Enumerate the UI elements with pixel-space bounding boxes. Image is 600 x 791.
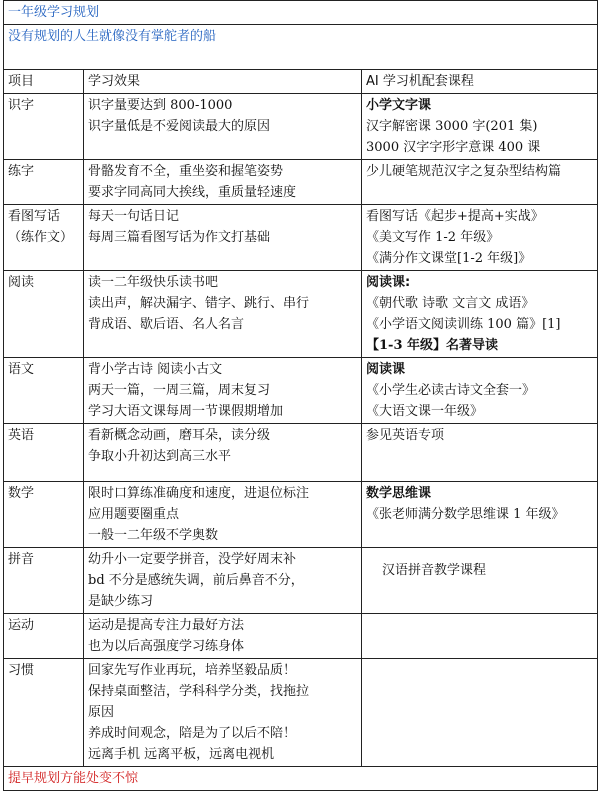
title-row [4, 1, 598, 25]
effect-line: 每天一句话日记 [88, 209, 180, 224]
effect-line: 远离手机 远离平板，远离电视机 [88, 747, 275, 762]
effect-cell [84, 271, 362, 358]
effect-line: 一般一二年级不学奥数 [88, 528, 219, 543]
course-cell [362, 94, 598, 160]
effect-line: 也为以后高强度学习练身体 [88, 639, 245, 654]
table-row [4, 614, 598, 659]
table-row [4, 424, 598, 482]
footer-row [4, 767, 598, 791]
course-line: 《小学语文阅读训练 100 篇》[1] [366, 317, 561, 332]
course-line: 《美文写作 1-2 年级》 [366, 230, 500, 245]
effect-line: 识字量要达到 800-1000 [88, 98, 233, 113]
effect-cell [84, 659, 362, 767]
effect-line: 两天一篇，一周三篇，周末复习 [88, 383, 271, 398]
header-row [4, 70, 598, 94]
effect-cell [84, 160, 362, 205]
effect-line: 背小学古诗 阅读小古文 [88, 362, 223, 377]
effect-line: 保持桌面整洁，学科科学分类，找拖拉 [88, 684, 310, 699]
subject-cell: 拼音 [4, 548, 84, 614]
course-cell [362, 548, 598, 614]
course-line: 看图写话《起步+提高+实战》 [366, 209, 544, 224]
course-line: 3000 汉字字形字意课 400 课 [366, 140, 541, 155]
page-title: 一年级学习规划 [4, 1, 598, 25]
table-row [4, 659, 598, 767]
table-row [4, 160, 598, 205]
course-cell [362, 424, 598, 482]
subject-line: 看图写话 [8, 209, 61, 224]
effect-line: 限时口算练准确度和速度，进退位标注 [88, 486, 310, 501]
subject-cell: 英语 [4, 424, 84, 482]
table-row [4, 358, 598, 424]
course-title: 数学思维课 [366, 486, 432, 501]
effect-cell [84, 358, 362, 424]
course-title: 小学文字课 [366, 98, 432, 113]
effect-line: bd 不分是感统失调，前后鼻音不分， [88, 573, 304, 588]
effect-cell [84, 94, 362, 160]
effect-line: 学习大语文课每周一节课假期增加 [88, 404, 284, 419]
effect-line: 每周三篇看图写话为作文打基础 [88, 230, 271, 245]
course-cell [362, 160, 598, 205]
subject-cell: 运动 [4, 614, 84, 659]
subject-cell: 识字 [4, 94, 84, 160]
effect-line: 读一二年级快乐读书吧 [88, 275, 219, 290]
effect-line: 原因 [88, 705, 115, 720]
header-effect: 学习效果 [84, 70, 362, 94]
effect-line: 争取小升初达到高三水平 [88, 449, 232, 464]
effect-line: 背成语、歇后语、名人名言 [88, 317, 245, 332]
effect-cell [84, 548, 362, 614]
subject-cell: 习惯 [4, 659, 84, 767]
effect-line: 识字量低是不爱阅读最大的原因 [88, 119, 271, 134]
effect-cell [84, 205, 362, 271]
table-row [4, 205, 598, 271]
effect-cell [84, 614, 362, 659]
table-row [4, 271, 598, 358]
effect-line: 看新概念动画，磨耳朵，读分级 [88, 428, 271, 443]
effect-cell [84, 482, 362, 548]
course-cell [362, 614, 598, 659]
footer-slogan: 提早规划方能处变不惊 [4, 767, 598, 791]
effect-line: 骨骼发育不全，重坐姿和握笔姿势 [88, 164, 284, 179]
subject-cell: 练字 [4, 160, 84, 205]
effect-line: 读出声，解决漏字、错字、跳行、串行 [88, 296, 310, 311]
motto-text: 没有规划的人生就像没有掌舵者的船 [4, 25, 598, 70]
course-line: 少儿硬笔规范汉字之复杂型结构篇 [366, 164, 562, 179]
effect-line: 养成时间观念，陪是为了以后不陪！ [88, 726, 297, 741]
subject-cell: 数学 [4, 482, 84, 548]
course-line: 《小学生必读古诗文全套一》 [366, 383, 536, 398]
header-course: AI 学习机配套课程 [362, 70, 598, 94]
effect-line: 幼升小一定要学拼音，没学好周末补 [88, 552, 297, 567]
course-line: 《朝代歌 诗歌 文言文 成语》 [366, 296, 535, 311]
effect-line: 运动是提高专注力最好方法 [88, 618, 245, 633]
table-row [4, 548, 598, 614]
effect-line: 回家先写作业再玩，培养坚毅品质！ [88, 663, 297, 678]
table-row [4, 482, 598, 548]
course-line: 《满分作文课堂[1-2 年级]》 [366, 251, 532, 266]
table-row [4, 94, 598, 160]
course-cell [362, 358, 598, 424]
subject-cell: 阅读 [4, 271, 84, 358]
course-line: 汉字解密课 3000 字(201 集) [366, 119, 538, 134]
effect-line: 是缺少练习 [88, 594, 154, 609]
course-line: 《张老师满分数学思维课 1 年级》 [366, 507, 565, 522]
course-cell [362, 659, 598, 767]
effect-cell [84, 424, 362, 482]
motto-row [4, 25, 598, 70]
subject-line: （练作文） [8, 230, 74, 245]
effect-line: 应用题要圈重点 [88, 507, 180, 522]
course-line: 参见英语专项 [366, 428, 445, 443]
course-line: 《大语文课一年级》 [366, 404, 484, 419]
header-subject: 项目 [4, 70, 84, 94]
course-line: 汉语拼音教学课程 [382, 563, 487, 578]
subject-cell [4, 205, 84, 271]
plan-table [3, 0, 598, 791]
subject-cell: 语文 [4, 358, 84, 424]
course-title: 阅读课: [366, 275, 411, 290]
course-cell [362, 271, 598, 358]
course-cell [362, 205, 598, 271]
course-title: 阅读课 [366, 362, 406, 377]
planning-sheet [3, 0, 597, 791]
effect-line: 要求字同高同大挨线，重质量轻速度 [88, 185, 297, 200]
course-cell [362, 482, 598, 548]
course-line: 【1-3 年级】名著导读 [366, 338, 499, 353]
